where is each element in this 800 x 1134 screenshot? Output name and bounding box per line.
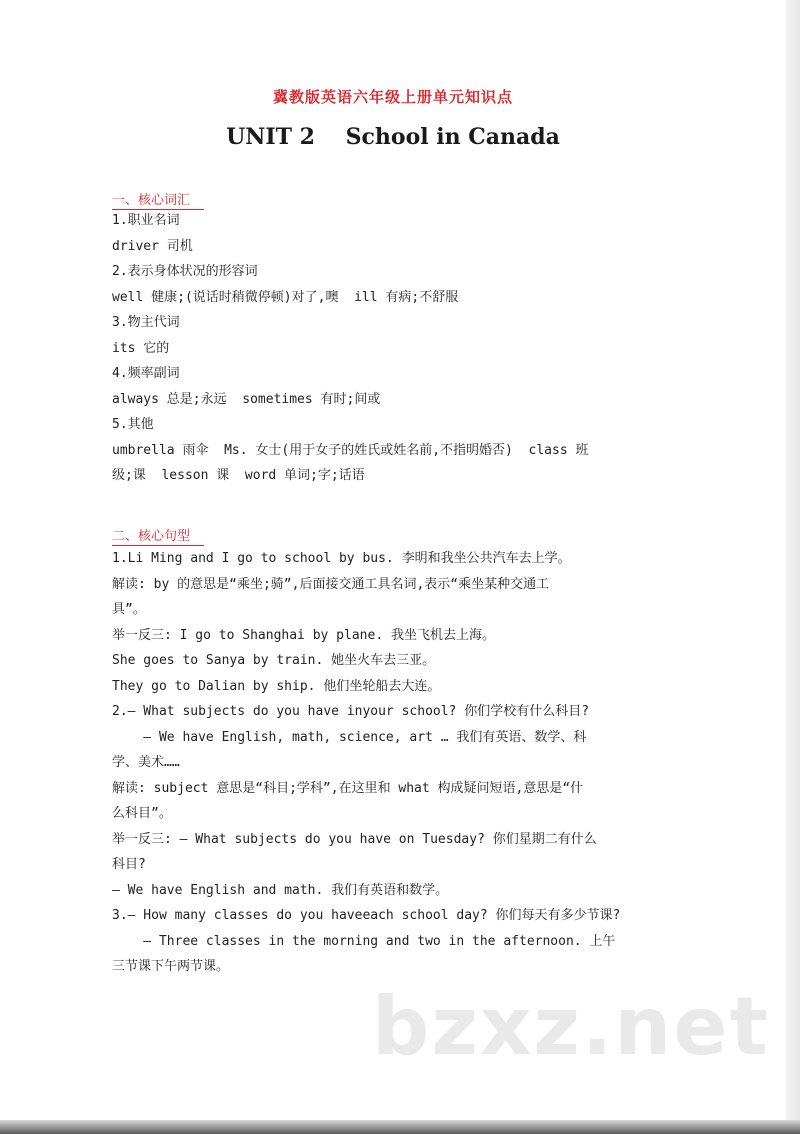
text-line: 举一反三: I go to Shanghai by plane. 我坐飞机去上海。: [112, 627, 495, 643]
text-line: — We have English and math. 我们有英语和数学。: [112, 882, 449, 898]
text-line: — Three classes in the morning and two in the afternoon. 上午: [112, 933, 616, 949]
text-line: 4.频率副词: [112, 366, 180, 381]
text-line: 举一反三: — What subjects do you have on Tuesday? 你们星期二有什么: [112, 831, 597, 847]
text-line: well 健康;(说话时稍微停顿)对了,噢 ill 有病;不舒服: [112, 289, 459, 305]
section-heading-sentences: 二、核心句型: [112, 528, 204, 546]
text-line: its 它的: [112, 340, 170, 356]
document-title: UNIT 2 School in Canada: [226, 124, 560, 150]
text-line: driver 司机: [112, 238, 193, 254]
text-line: always 总是;永远 sometimes 有时;间或: [112, 391, 381, 407]
text-line: 3.物主代词: [112, 315, 180, 330]
page-edge-bottom: [0, 1120, 800, 1134]
sentences-section: [112, 546, 682, 980]
text-line: 具”。: [112, 602, 146, 617]
text-line: 3.— How many classes do you haveeach school day? 你们每天有多少节课?: [112, 908, 621, 923]
page-edge-right: [786, 0, 800, 1134]
text-line: 级;课 lesson 课 word 单词;字;话语: [112, 468, 365, 483]
text-line: 解读: subject 意思是“科目;学科”,在这里和 what 构成疑问短语,意思是“什: [112, 780, 584, 796]
vocabulary-section: [112, 208, 682, 489]
document-subtitle: 冀教版英语六年级上册单元知识点: [272, 88, 513, 106]
text-line: They go to Dalian by ship. 他们坐轮船去大连。: [112, 678, 441, 694]
text-line: 1.Li Ming and I go to school by bus. 李明和我坐公共汽车去上学。: [112, 551, 571, 566]
text-line: 2.表示身体状况的形容词: [112, 264, 258, 279]
text-line: — We have English, math, science, art … 我们有英语、数学、科: [112, 729, 587, 745]
text-line: 科目?: [112, 857, 146, 872]
watermark: bzxz.net: [372, 980, 770, 1073]
text-line: She goes to Sanya by train. 她坐火车去三亚。: [112, 653, 436, 668]
text-line: umbrella 雨伞 Ms. 女士(用于女子的姓氏或姓名前,不指明婚否) class 班: [112, 442, 589, 458]
text-line: 解读: by 的意思是“乘坐;骑”,后面接交通工具名词,表示“乘坐某种交通工: [112, 576, 550, 592]
text-line: 么科目”。: [112, 806, 172, 821]
text-line: 三节课下午两节课。: [112, 959, 230, 974]
text-line: 2.— What subjects do you have inyour school? 你们学校有什么科目?: [112, 704, 590, 719]
section-heading-vocabulary: 一、核心词汇: [112, 192, 204, 210]
text-line: 5.其他: [112, 417, 154, 432]
text-line: 学、美术……: [112, 755, 180, 770]
text-line: 1.职业名词: [112, 213, 180, 228]
